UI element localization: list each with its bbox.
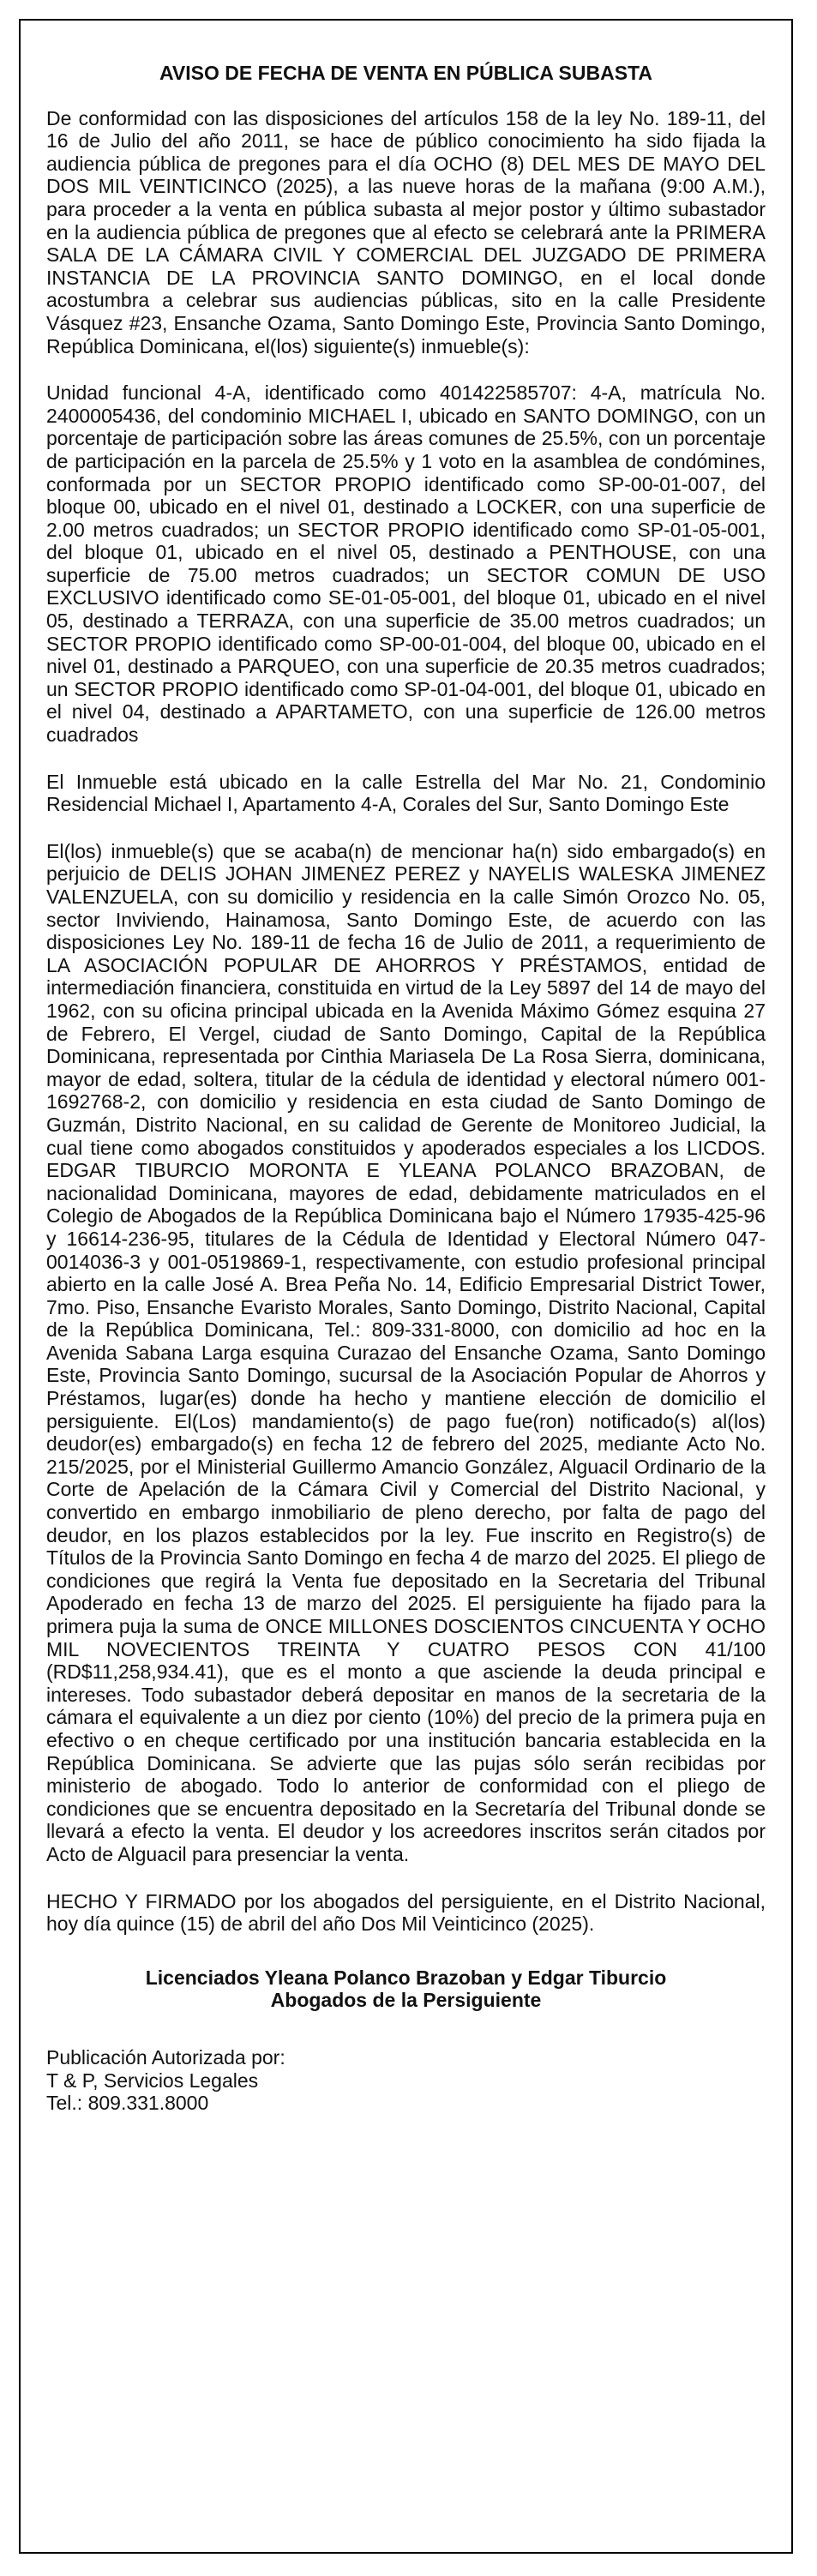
paragraph-auction-date: De conformidad con las disposiciones del artículos 158 de la ley No. 189-11, del 16 de Julio del año 2011, se hace de público conocimiento ha sido fijada la audiencia pública de pregones para el día OCHO (8) DEL MES DE MAYO DEL DOS MIL VEINTICINCO (2025), a las nueve horas de la mañana (9:00 A.M.), para proceder a la venta en pública subasta al mejor postor y último subastador en la audiencia pública de pregones que al efecto se celebrará ante la PRIMERA SALA DE LA CÁMARA CIVIL Y COMERCIAL DEL JUZGADO DE PRIMERA INSTANCIA DE LA PROVINCIA SANTO DOMINGO, en el local donde acostumbra a celebrar sus audiencias públicas, sito en la calle Presidente Vásquez #23, Ensanche Ozama, Santo Domingo Este, Provincia Santo Domingo, República Dominicana, el(los) siguiente(s) inmueble(s): [46, 106, 766, 357]
signature-role: Abogados de la Persiguiente [270, 1989, 542, 2012]
footer-phone: Tel.: 809.331.8000 [46, 2092, 209, 2115]
footer-authorized-by: Publicación Autorizada por: [46, 2045, 285, 2069]
legal-notice-frame [19, 19, 793, 2554]
notice-title: AVISO DE FECHA DE VENTA EN PÚBLICA SUBASTA [159, 62, 653, 84]
paragraph-signed-statement: HECHO Y FIRMADO por los abogados del persiguiente, en el Distrito Nacional, hoy día quince (15) de abril del año Dos Mil Veinticinco (2025). [46, 1889, 766, 1936]
signature-lawyers: Licenciados Yleana Polanco Brazoban y Edgar Tiburcio [145, 1966, 667, 1989]
publication-footer [46, 2046, 766, 2115]
paragraph-seizure-details: El(los) inmueble(s) que se acaba(n) de mencionar ha(n) sido embargado(s) en perjuicio de DELIS JOHAN JIMENEZ PEREZ y NAYELIS WALESKA JIMENEZ VALENZUELA, con su domicilio y residencia en la calle Simón Orozco No. 05, sector Inviviendo, Hainamosa, Santo Domingo Este, de acuerdo con las disposiciones Ley No. 189-11 de fecha 16 de Julio de 2011, a requerimiento de LA ASOCIACIÓN POPULAR DE AHORROS Y PRÉSTAMOS, entidad de intermediación financiera, constituida en virtud de la Ley 5897 del 14 de mayo del 1962, con su oficina principal ubicada en la Avenida Máximo Gómez esquina 27 de Febrero, El Vergel, ciudad de Santo Domingo, Capital de la República Dominicana, representada por Cinthia Mariasela De La Rosa Sierra, dominicana, mayor de edad, soltera, titular de la cédula de identidad y electoral número 001-1692768-2, con domicilio y residencia en esta ciudad de Santo Domingo de Guzmán, Distrito Nacional, en su calidad de Gerente de Monitoreo Judicial, la cual tiene como abogados constituidos y apoderados especiales a los LICDOS. EDGAR TIBURCIO MORONTA E YLEANA POLANCO BRAZOBAN, de nacionalidad Dominicana, mayores de edad, debidamente matriculados en el Colegio de Abogados de la República Dominicana bajo el Número 17935-425-96 y 16614-236-95, titulares de la Cédula de Identidad y Electoral Número 047-0014036-3 y 001-0519869-1, respectivamente, con estudio profesional principal abierto en la calle José A. Brea Peña No. 14, Edificio Empresarial District Tower, 7mo. Piso, Ensanche Evaristo Morales, Santo Domingo, Distrito Nacional, Capital de la República Dominicana, Tel.: 809-331-8000, con domicilio ad hoc en la Avenida Sabana Larga esquina Curazao del Ensanche Ozama, Santo Domingo Este, Provincia Santo Domingo, sucursal de la Asociación Popular de Ahorros y Préstamos, lugar(es) donde ha hecho y mantiene elección de domicilio el persiguiente. El(Los) mandamiento(s) de pago fue(ron) notificado(s) al(los) deudor(es) embargado(s) en fecha 12 de febrero del 2025, mediante Acto No. 215/2025, por el Ministerial Guillermo Amancio González, Alguacil Ordinario de la Corte de Apelación de la Cámara Civil y Comercial del Distrito Nacional, y convertido en embargo inmobiliario de pleno derecho, por falta de pago del deudor, en los plazos establecidos por la ley. Fue inscrito en Registro(s) de Títulos de la Provincia Santo Domingo en fecha 4 de marzo del 2025. El pliego de condiciones que regirá la Venta fue depositado en la Secretaria del Tribunal Apoderado en fecha 13 de marzo del 2025. El persiguiente ha fijado para la primera puja la suma de ONCE MILLONES DOSCIENTOS CINCUENTA Y OCHO MIL NOVECIENTOS TREINTA Y CUATRO PESOS CON 41/100 (RD$11,258,934.41), que es el monto a que asciende la deuda principal e intereses. Todo subastador deberá depositar en manos de la secretaria de la cámara el equivalente a un diez por ciento (10%) del precio de la primera puja en efectivo o en cheque certificado por una institución bancaria establecida en la República Dominicana. Se advierte que las pujas sólo serán recibidas por ministerio de abogado. Todo lo anterior de conformidad con el pliego de condiciones que se encuentra depositado en la Secretaría del Tribunal donde se llevará a efecto la venta. El deudor y los acreedores inscritos serán citados por Acto de Alguacil para presenciar la venta. [46, 839, 766, 1865]
signature-block [46, 1967, 766, 2012]
footer-firm-name: T & P, Servicios Legales [46, 2069, 259, 2092]
paragraph-property-description: Unidad funcional 4-A, identificado como 401422585707: 4-A, matrícula No. 2400005436, del condominio MICHAEL I, ubicado en SANTO DOMINGO, con un porcentaje de participación sobre las áreas comunes de 25.5%, con un porcentaje de participación en la parcela de 25.5% y 1 voto en la asamblea de condómines, conformada por un SECTOR PROPIO identificado como SP-00-01-007, del bloque 00, ubicado en el nivel 01, destinado a LOCKER, con una superficie de 2.00 metros cuadrados; un SECTOR PROPIO identificado como SP-01-05-001, del bloque 01, ubicado en el nivel 05, destinado a PENTHOUSE, con una superficie de 75.00 metros cuadrados; un SECTOR COMUN DE USO EXCLUSIVO identificado como SE-01-05-001, del bloque 01, ubicado en el nivel 05, destinado a TERRAZA, con una superficie de 35.00 metros cuadrados; un SECTOR PROPIO identificado como SP-00-01-004, del bloque 00, ubicado en el nivel 01, destinado a PARQUEO, con una superficie de 20.35 metros cuadrados; un SECTOR PROPIO identificado como SP-01-04-001, del bloque 01, ubicado en el nivel 04, destinado a APARTAMETO, con una superficie de 126.00 metros cuadrados [46, 381, 766, 747]
paragraph-property-location: El Inmueble está ubicado en la calle Estrella del Mar No. 21, Condominio Residencial Michael I, Apartamento 4-A, Corales del Sur, Santo Domingo Este [46, 770, 766, 816]
